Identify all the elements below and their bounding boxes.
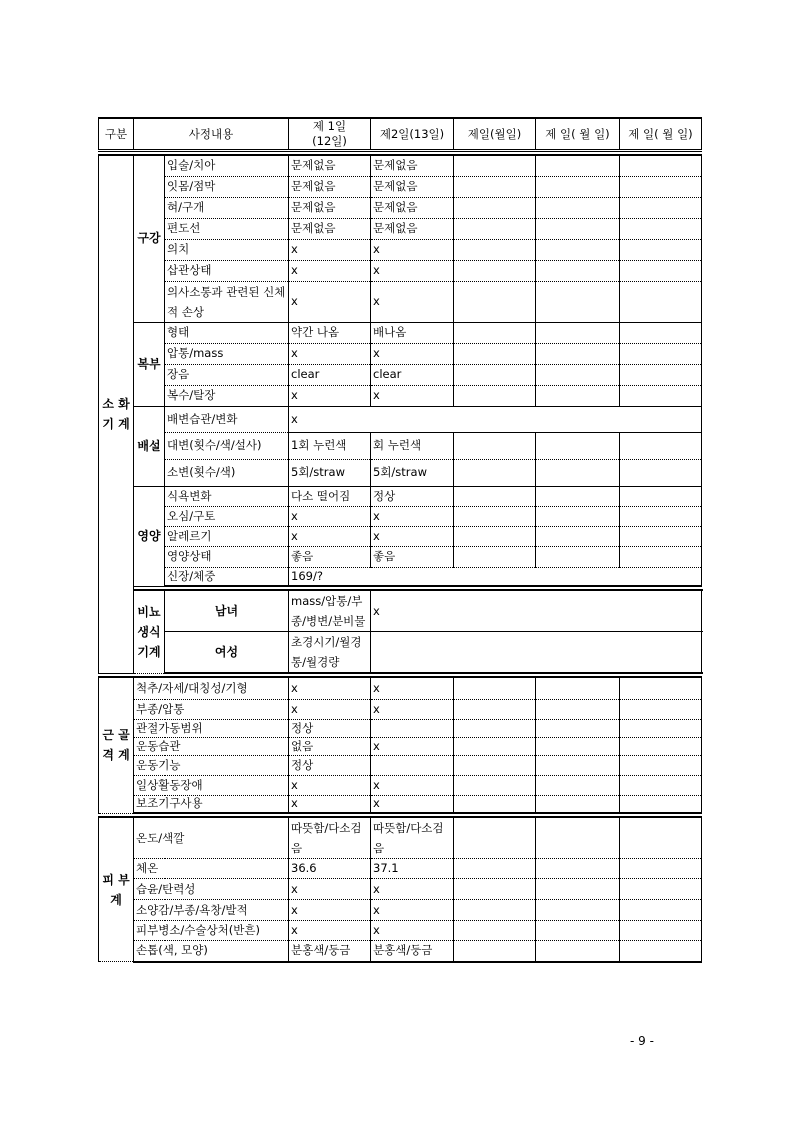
day5-value xyxy=(620,343,702,364)
day2-value: x xyxy=(371,343,454,364)
day3-value xyxy=(454,941,536,962)
table-row xyxy=(99,239,702,260)
subsection-nutrition: 영양 xyxy=(134,486,165,586)
day3-value xyxy=(454,546,536,567)
day4-value xyxy=(536,197,620,218)
day1-value: x xyxy=(289,921,371,941)
day3-value xyxy=(454,506,536,526)
day5-value xyxy=(620,795,702,813)
row-label: 의사소통과 관련된 신체적 손상 xyxy=(165,281,289,322)
day4-value xyxy=(536,546,620,567)
day2-value: x xyxy=(371,281,454,322)
day3-value xyxy=(454,775,536,795)
table-row xyxy=(99,176,702,197)
table-row xyxy=(99,677,702,699)
day2-value: x xyxy=(371,921,454,941)
day4-value xyxy=(536,921,620,941)
header-day4: 제 일( 월 일) xyxy=(536,118,620,151)
day1-value: 문제없음 xyxy=(289,176,371,197)
day2-value: 5회/straw xyxy=(371,459,454,486)
day1-value: x xyxy=(289,699,371,719)
day3-value xyxy=(454,459,536,486)
row-label: 영양상태 xyxy=(165,546,289,567)
day5-value xyxy=(620,775,702,795)
day1-value: x xyxy=(289,506,371,526)
day4-value xyxy=(536,677,620,699)
row-label: 식욕변화 xyxy=(165,486,289,506)
day3-value xyxy=(454,239,536,260)
day5-value xyxy=(620,719,702,737)
day3-value xyxy=(454,432,536,459)
row-label: 운동습관 xyxy=(134,737,289,755)
day5-value xyxy=(620,155,702,176)
day5-value xyxy=(620,281,702,322)
day2-value: x xyxy=(371,737,454,755)
row-label: 소변(횟수/색) xyxy=(165,459,289,486)
day2-value: x xyxy=(371,385,454,406)
day3-value xyxy=(454,900,536,921)
day2-value: x xyxy=(371,775,454,795)
day1-value: 다소 떨어짐 xyxy=(289,486,371,506)
day1-value: x xyxy=(289,775,371,795)
day5-value xyxy=(620,879,702,900)
header-gubun: 구분 xyxy=(99,118,134,151)
table-row xyxy=(99,459,702,486)
day2-value: x xyxy=(371,506,454,526)
day1-value: x xyxy=(289,795,371,813)
day3-value xyxy=(454,677,536,699)
day4-value xyxy=(536,506,620,526)
day1-value: x xyxy=(289,343,371,364)
day5-value xyxy=(620,364,702,385)
day4-value xyxy=(536,385,620,406)
day2-value: x xyxy=(371,677,454,699)
day4-value xyxy=(536,486,620,506)
row-label: 형태 xyxy=(165,322,289,343)
day4-value xyxy=(536,281,620,322)
day1-value: x xyxy=(289,879,371,900)
day1-value: x xyxy=(289,385,371,406)
table-row xyxy=(99,941,702,962)
day1-value: x xyxy=(289,526,371,546)
day2-value: 문제없음 xyxy=(371,197,454,218)
day5-value xyxy=(620,817,702,859)
day4-value xyxy=(536,432,620,459)
table-row xyxy=(99,590,702,632)
day5-value xyxy=(620,239,702,260)
subsection-female: 여성 xyxy=(165,632,289,674)
day2-value: x xyxy=(371,699,454,719)
day4-value xyxy=(536,343,620,364)
day1-value: 약간 나옴 xyxy=(289,322,371,343)
table-row xyxy=(99,719,702,737)
row-label: 복수/탈장 xyxy=(165,385,289,406)
day4-value xyxy=(536,879,620,900)
day1-value: clear xyxy=(289,364,371,385)
day4-value xyxy=(536,322,620,343)
day2-value: 문제없음 xyxy=(371,218,454,239)
day3-value xyxy=(454,817,536,859)
day1-value: x xyxy=(371,590,702,632)
day3-value xyxy=(454,176,536,197)
header-row xyxy=(99,118,702,151)
row-label: 온도/색깔 xyxy=(134,817,289,859)
page-number: - 9 - xyxy=(630,1034,654,1048)
day4-value xyxy=(536,218,620,239)
day4-value xyxy=(536,155,620,176)
day2-value: 문제없음 xyxy=(371,176,454,197)
row-label: 신장/체중 xyxy=(165,567,289,586)
day1-value: x xyxy=(289,281,371,322)
table-row xyxy=(99,343,702,364)
section-digestive: 소 화 기 계 xyxy=(99,155,134,673)
row-label: 관절가동범위 xyxy=(134,719,289,737)
table-row xyxy=(99,567,702,586)
day1-value: x xyxy=(289,406,702,432)
row-label: 일상활동장애 xyxy=(134,775,289,795)
day2-value: 따뜻함/다소검음 xyxy=(371,817,454,859)
day4-value xyxy=(536,239,620,260)
row-label: 손톱(색, 모양) xyxy=(134,941,289,962)
day5-value xyxy=(620,526,702,546)
day3-value xyxy=(454,526,536,546)
day4-value xyxy=(536,364,620,385)
day2-value: 정상 xyxy=(371,486,454,506)
day1-value: 36.6 xyxy=(289,859,371,879)
day5-value xyxy=(620,737,702,755)
day1-value: 169/? xyxy=(289,567,702,586)
table-row xyxy=(99,546,702,567)
section-urogenital: 비뇨 생식 기계 xyxy=(134,590,165,673)
row-label: 혀/구개 xyxy=(165,197,289,218)
table-row xyxy=(99,281,702,322)
row-label: 오심/구토 xyxy=(165,506,289,526)
row-label: 장음 xyxy=(165,364,289,385)
table-row xyxy=(99,737,702,755)
day1-value: 문제없음 xyxy=(289,197,371,218)
day4-value xyxy=(536,795,620,813)
day2-value: clear xyxy=(371,364,454,385)
day1-value: 문제없음 xyxy=(289,155,371,176)
table-row xyxy=(99,859,702,879)
row-label: 척추/자세/대칭성/기형 xyxy=(134,677,289,699)
day1-value: 정상 xyxy=(289,719,371,737)
row-label: 의치 xyxy=(165,239,289,260)
day4-value xyxy=(536,900,620,921)
table-row xyxy=(99,632,702,674)
day1-value: x xyxy=(289,260,371,281)
day5-value xyxy=(620,677,702,699)
day2-value: x xyxy=(371,260,454,281)
day1-value xyxy=(371,632,702,674)
table-row xyxy=(99,218,702,239)
day5-value xyxy=(620,322,702,343)
row-label: 운동기능 xyxy=(134,755,289,775)
header-day3: 제일(월일) xyxy=(454,118,536,151)
day2-value: x xyxy=(371,526,454,546)
day3-value xyxy=(454,859,536,879)
day3-value xyxy=(454,879,536,900)
day2-value xyxy=(371,719,454,737)
table-row xyxy=(99,155,702,176)
table-row xyxy=(99,900,702,921)
day3-value xyxy=(454,385,536,406)
row-label: 편도선 xyxy=(165,218,289,239)
day5-value xyxy=(620,385,702,406)
table-row xyxy=(99,385,702,406)
subsection-abdomen: 복부 xyxy=(134,322,165,406)
day5-value xyxy=(620,218,702,239)
table-row xyxy=(99,817,702,859)
day4-value xyxy=(536,719,620,737)
row-label: 체온 xyxy=(134,859,289,879)
table-row xyxy=(99,526,702,546)
day1-value: 1회 누런색 xyxy=(289,432,371,459)
day3-value xyxy=(454,795,536,813)
row-label: 잇몸/점막 xyxy=(165,176,289,197)
subsection-oral: 구강 xyxy=(134,155,165,322)
day2-value xyxy=(371,755,454,775)
day5-value xyxy=(620,486,702,506)
table-row xyxy=(99,197,702,218)
day5-value xyxy=(620,941,702,962)
table-row xyxy=(99,486,702,506)
day5-value xyxy=(620,546,702,567)
header-content: 사정내용 xyxy=(134,118,289,151)
day1-value: x xyxy=(289,900,371,921)
day4-value xyxy=(536,941,620,962)
day3-value xyxy=(454,737,536,755)
day4-value xyxy=(536,817,620,859)
day2-value: x xyxy=(371,900,454,921)
day3-value xyxy=(454,699,536,719)
table-row xyxy=(99,921,702,941)
row-label: 입술/치아 xyxy=(165,155,289,176)
day2-value: 배나옴 xyxy=(371,322,454,343)
day2-value: x xyxy=(371,879,454,900)
table-row xyxy=(99,755,702,775)
row-label: 보조기구사용 xyxy=(134,795,289,813)
day5-value xyxy=(620,459,702,486)
table-row xyxy=(99,795,702,813)
day1-value: 없음 xyxy=(289,737,371,755)
table-row xyxy=(99,322,702,343)
day2-value: 회 누런색 xyxy=(371,432,454,459)
header-day2: 제2일(13일) xyxy=(371,118,454,151)
day4-value xyxy=(536,526,620,546)
header-day5: 제 일( 월 일) xyxy=(620,118,702,151)
header-day1-line1: 제 1일 xyxy=(312,119,347,133)
day2-value: 37.1 xyxy=(371,859,454,879)
table-row xyxy=(99,364,702,385)
day2-value: 문제없음 xyxy=(371,155,454,176)
day5-value xyxy=(620,197,702,218)
section-skin: 피 부 계 xyxy=(99,817,134,962)
day1-value: 따뜻함/다소검음 xyxy=(289,817,371,859)
day3-value xyxy=(454,364,536,385)
header-day1-line2: (12일) xyxy=(312,134,347,148)
day1-value: x xyxy=(289,677,371,699)
table-row xyxy=(99,699,702,719)
day4-value xyxy=(536,737,620,755)
day1-value: 정상 xyxy=(289,755,371,775)
row-label: 배변습관/변화 xyxy=(165,406,289,432)
day4-value xyxy=(536,859,620,879)
row-label: 알레르기 xyxy=(165,526,289,546)
day1-value: 분홍색/둥금 xyxy=(289,941,371,962)
day3-value xyxy=(454,260,536,281)
day4-value xyxy=(536,755,620,775)
table-row xyxy=(99,775,702,795)
day3-value xyxy=(454,322,536,343)
day4-value xyxy=(536,260,620,281)
table-row xyxy=(99,260,702,281)
table-row xyxy=(99,879,702,900)
row-label: 습윤/탄력성 xyxy=(134,879,289,900)
day3-value xyxy=(454,486,536,506)
day5-value xyxy=(620,755,702,775)
day3-value xyxy=(454,343,536,364)
day5-value xyxy=(620,432,702,459)
header-day1 xyxy=(289,118,371,151)
row-label: 초경시기/월경통/월경량 xyxy=(289,632,371,674)
day4-value xyxy=(536,699,620,719)
row-label: 삽관상태 xyxy=(165,260,289,281)
day1-value: 문제없음 xyxy=(289,218,371,239)
day3-value xyxy=(454,218,536,239)
subsection-excretion: 배설 xyxy=(134,406,165,486)
day1-value: x xyxy=(289,239,371,260)
row-label: 대변(횟수/색/설사) xyxy=(165,432,289,459)
day4-value xyxy=(536,176,620,197)
day5-value xyxy=(620,260,702,281)
day5-value xyxy=(620,506,702,526)
day2-value: x xyxy=(371,239,454,260)
day2-value: 분홍색/둥금 xyxy=(371,941,454,962)
row-label: 피부병소/수술상처(반흔) xyxy=(134,921,289,941)
table-row xyxy=(99,406,702,432)
day4-value xyxy=(536,459,620,486)
day5-value xyxy=(620,859,702,879)
day5-value xyxy=(620,900,702,921)
day3-value xyxy=(454,719,536,737)
row-label: mass/압통/부종/병변/분비물 xyxy=(289,590,371,632)
day5-value xyxy=(620,921,702,941)
day3-value xyxy=(454,755,536,775)
section-musculoskeletal: 근 골 격 계 xyxy=(99,677,134,813)
table-row xyxy=(99,506,702,526)
row-label: 압통/mass xyxy=(165,343,289,364)
row-label: 소양감/부종/욕창/발적 xyxy=(134,900,289,921)
day1-value: 5회/straw xyxy=(289,459,371,486)
day2-value: x xyxy=(371,795,454,813)
day2-value: 좋음 xyxy=(371,546,454,567)
day1-value: 좋음 xyxy=(289,546,371,567)
day4-value xyxy=(536,775,620,795)
subsection-male: 남녀 xyxy=(165,590,289,632)
day3-value xyxy=(454,155,536,176)
day3-value xyxy=(454,281,536,322)
row-label: 부종/압통 xyxy=(134,699,289,719)
table-row xyxy=(99,432,702,459)
assessment-table xyxy=(98,117,702,963)
day3-value xyxy=(454,921,536,941)
day5-value xyxy=(620,699,702,719)
day5-value xyxy=(620,176,702,197)
day3-value xyxy=(454,197,536,218)
